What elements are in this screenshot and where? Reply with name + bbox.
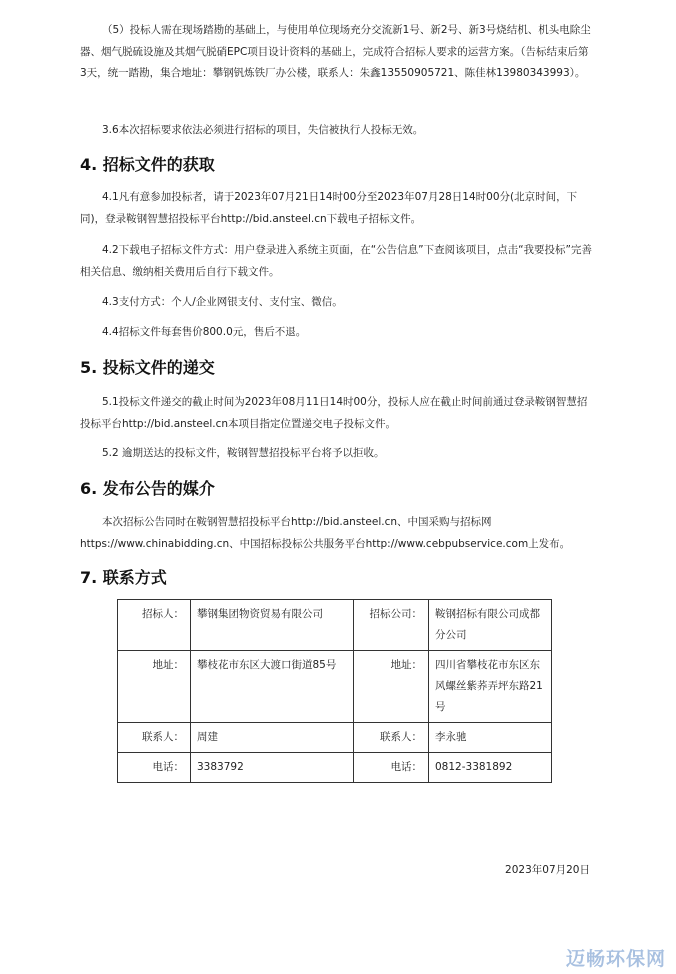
para-4-4: 4.4招标文件每套售价800.0元，售后不退。	[102, 326, 307, 338]
para-5-2: 5.2 逾期送达的投标文件，鞍钢智慧招投标平台将予以拒收。	[102, 447, 385, 459]
para-6: 本次招标公告同时在鞍钢智慧招投标平台http://bid.ansteel.cn、中国采购与招标网https://www.chinabidding.cn、中国招标投标公共服务平台http://www.cebpubservice.com上发布。	[80, 516, 571, 550]
table-cell: 招标人：	[118, 600, 191, 651]
table-cell: 电话：	[354, 753, 429, 783]
para-4-3: 4.3支付方式：个人/企业网银支付、支付宝、微信。	[102, 296, 343, 308]
table-cell: 3383792	[191, 753, 354, 783]
table-cell: 地址：	[118, 651, 191, 723]
table-row	[118, 600, 552, 651]
contact-table	[117, 599, 552, 783]
table-row	[118, 651, 552, 723]
para-3-5: （5）投标人需在现场踏勘的基础上，与使用单位现场充分交流新1号、新2号、新3号烧结机、机头电除尘器、烟气脱硫设施及其烟气脱硝EPC项目设计资料的基础上，完成符合招标人要求的运营方案。（告标结束后第3天，统一踏勘，集合地址：攀钢钒炼铁厂办公楼，联系人：朱鑫13550905721、陈佳林13980343993）。	[80, 24, 591, 79]
table-cell: 0812-3381892	[429, 753, 552, 783]
table-cell: 攀钢集团物资贸易有限公司	[191, 600, 354, 651]
section-6-heading: 6. 发布公告的媒介	[80, 479, 215, 498]
para-5-1: 5.1投标文件递交的截止时间为2023年08月11日14时00分，投标人应在截止时间前通过登录鞍钢智慧招投标平台http://bid.ansteel.cn本项目指定位置递交电子投标文件。	[80, 396, 588, 430]
table-cell: 联系人：	[118, 723, 191, 753]
table-cell: 地址：	[354, 651, 429, 723]
table-cell: 四川省攀枝花市东区东风螺丝紫荞弄坪东路21号	[429, 651, 552, 723]
table-cell: 招标公司：	[354, 600, 429, 651]
table-cell: 周建	[191, 723, 354, 753]
table-cell: 攀枝花市东区大渡口街道85号	[191, 651, 354, 723]
table-cell: 李永驰	[429, 723, 552, 753]
watermark: 迈畅环保网	[565, 948, 666, 970]
para-4-1: 4.1凡有意参加投标者，请于2023年07月21日14时00分至2023年07月28日14时00分(北京时间，下同)，登录鞍钢智慧招投标平台http://bid.ansteel.cn下载电子招标文件。	[80, 191, 578, 225]
table-row	[118, 753, 552, 783]
table-cell: 鞍钢招标有限公司成都分公司	[429, 600, 552, 651]
table-cell: 电话：	[118, 753, 191, 783]
table-row	[118, 723, 552, 753]
section-4-heading: 4. 招标文件的获取	[80, 155, 215, 174]
para-4-2: 4.2下载电子招标文件方式：用户登录进入系统主页面，在“公告信息”下查阅该项目，点击“我要投标”完善相关信息、缴纳相关费用后自行下载文件。	[80, 244, 592, 278]
para-3-6: 3.6本次招标要求依法必须进行招标的项目，失信被执行人投标无效。	[102, 124, 424, 136]
signature-date: 2023年07月20日	[505, 864, 590, 876]
section-5-heading: 5. 投标文件的递交	[80, 358, 215, 377]
table-cell: 联系人：	[354, 723, 429, 753]
section-7-heading: 7. 联系方式	[80, 568, 167, 587]
